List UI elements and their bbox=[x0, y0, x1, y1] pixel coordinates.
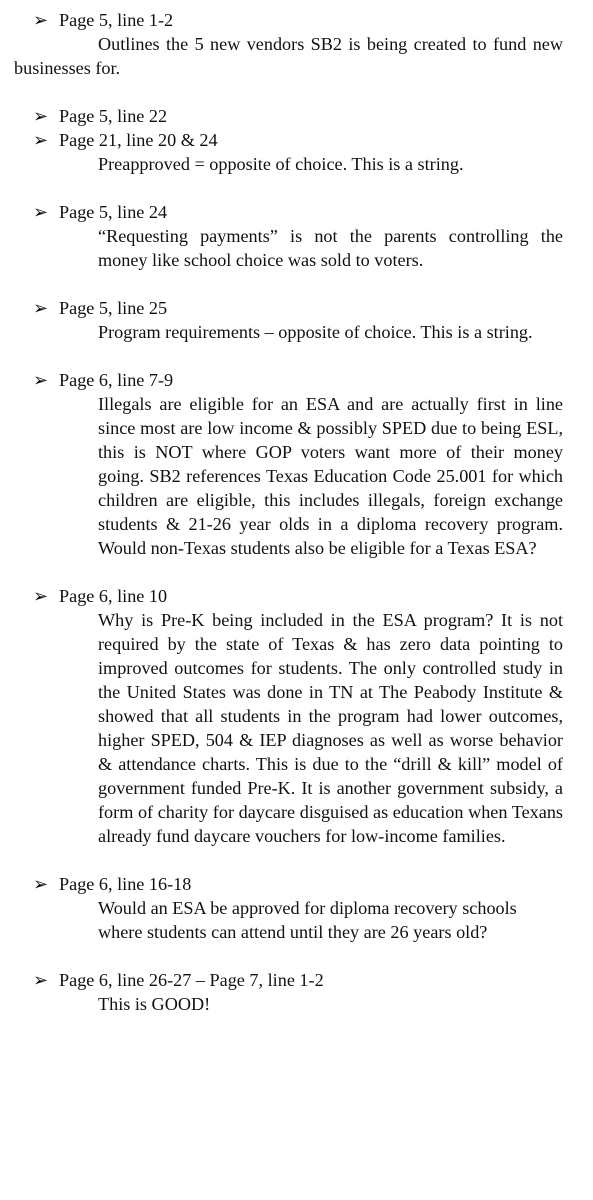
note-entry-8 bbox=[0, 968, 593, 1016]
note-text: Preapproved = opposite of choice. This is a string. bbox=[98, 154, 464, 174]
note-text: This is GOOD! bbox=[98, 994, 211, 1014]
page-reference bbox=[0, 872, 593, 896]
arrow-bullet-icon: ➢ bbox=[33, 298, 49, 318]
page-reference bbox=[0, 968, 593, 992]
note-text: Illegals are eligible for an ESA and are actually first in line since most are low income & possibly SPED due to being ESL, this is NOT where GOP voters want more of their money going. SB2 references Texas Education Code 25.001 for which children are eligible, this includes illegals, foreign exchange students & 21-26 year olds in a diploma recovery program. Would non-Texas students also be eligible for a Texas ESA? bbox=[98, 394, 563, 558]
page-reference bbox=[0, 368, 593, 392]
reference-text: Page 6, line 7-9 bbox=[59, 370, 174, 390]
note-entry-2 bbox=[0, 104, 593, 176]
note-entry-7 bbox=[0, 872, 593, 944]
reference-text: Page 5, line 24 bbox=[59, 202, 168, 222]
note-entry-6 bbox=[0, 584, 593, 848]
page-reference bbox=[0, 296, 593, 320]
note-text: Would an ESA be approved for diploma recovery schools where students can attend until they are 26 years old? bbox=[98, 898, 517, 942]
reference-text: Page 21, line 20 & 24 bbox=[59, 130, 218, 150]
arrow-bullet-icon: ➢ bbox=[33, 874, 49, 894]
reference-text: Page 5, line 1-2 bbox=[59, 10, 174, 30]
arrow-bullet-icon: ➢ bbox=[33, 370, 49, 390]
reference-text: Page 6, line 26-27 – Page 7, line 1-2 bbox=[59, 970, 324, 990]
page-reference bbox=[0, 128, 593, 152]
arrow-bullet-icon: ➢ bbox=[33, 106, 49, 126]
note-entry-4 bbox=[0, 296, 593, 344]
reference-text: Page 6, line 10 bbox=[59, 586, 168, 606]
note-text: “Requesting payments” is not the parents controlling the money like school choice was sold to voters. bbox=[98, 226, 563, 270]
note-text: Outlines the 5 new vendors SB2 is being created to fund new businesses for. bbox=[14, 34, 563, 78]
note-text: Why is Pre-K being included in the ESA program? It is not required by the state of Texas & has zero data pointing to improved outcomes for students. The only controlled study in the United States was done in TN at The Peabody Institute & showed that all students in the program had lower outcomes, higher SPED, 504 & IEP diagnoses as well as worse behavior & attendance charts. This is due to the “drill & kill” model of government funded Pre-K. It is another government subsidy, a form of charity for daycare disguised as education when Texans already fund daycare vouchers for low-income families. bbox=[98, 610, 563, 846]
reference-text: Page 5, line 25 bbox=[59, 298, 168, 318]
note-text: Program requirements – opposite of choice. This is a string. bbox=[98, 322, 533, 342]
arrow-bullet-icon: ➢ bbox=[33, 970, 49, 990]
arrow-bullet-icon: ➢ bbox=[33, 202, 49, 222]
arrow-bullet-icon: ➢ bbox=[33, 10, 49, 30]
reference-text: Page 6, line 16-18 bbox=[59, 874, 192, 894]
arrow-bullet-icon: ➢ bbox=[33, 586, 49, 606]
note-entry-5 bbox=[0, 368, 593, 560]
page-reference bbox=[0, 200, 593, 224]
page-reference bbox=[0, 104, 593, 128]
reference-text: Page 5, line 22 bbox=[59, 106, 168, 126]
page-reference bbox=[0, 584, 593, 608]
page-reference bbox=[0, 8, 593, 32]
note-entry-1 bbox=[0, 8, 593, 80]
arrow-bullet-icon: ➢ bbox=[33, 130, 49, 150]
note-entry-3 bbox=[0, 200, 593, 272]
